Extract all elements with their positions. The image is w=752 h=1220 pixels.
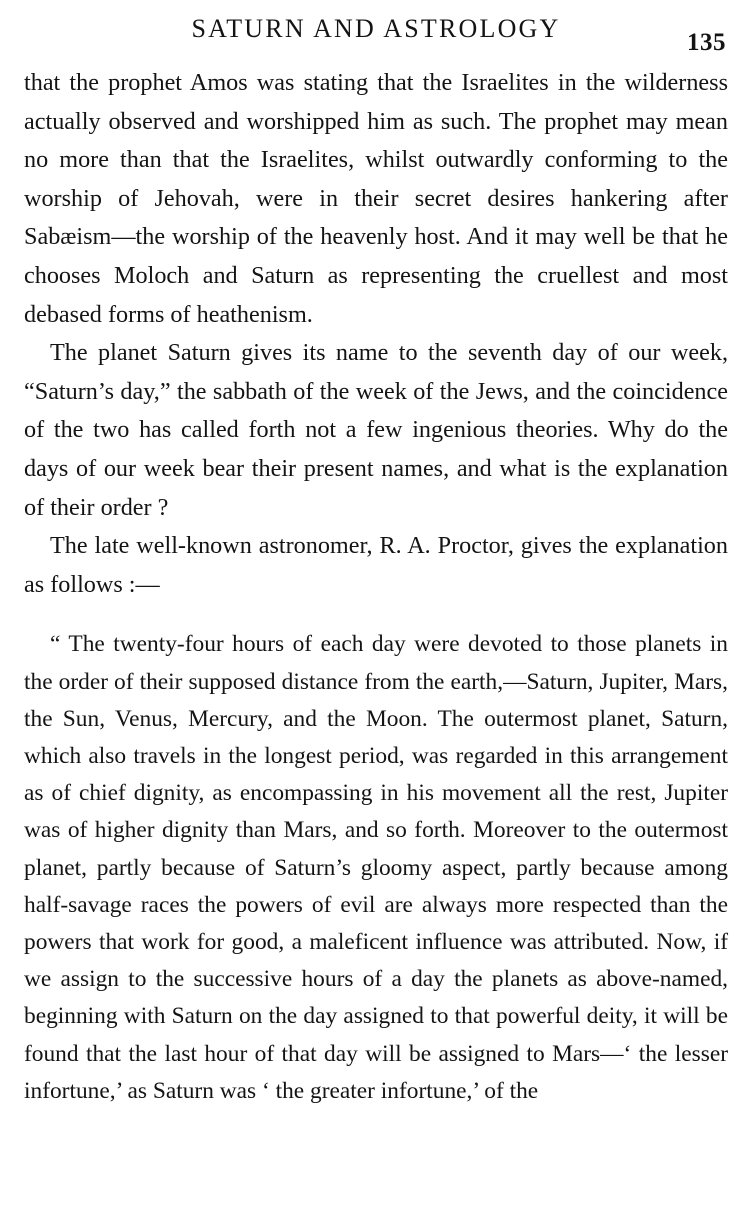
page-number: 135 <box>687 29 726 56</box>
page-header <box>24 14 728 58</box>
paragraph: The late well-known astronomer, R. A. Proctor, gives the explanation as follows :— <box>24 532 728 598</box>
running-title: SATURN AND ASTROLOGY <box>191 14 561 43</box>
blockquote <box>24 626 728 1110</box>
paragraph: The planet Saturn gives its name to the seventh day of our week, “Saturn’s day,” the sabbath of the week of the Jews, and the coincidence of the two has called forth not a few ingenious theories. Why do the days of our week bear their present names, and what is the explanation of their order ? <box>24 339 728 521</box>
quotation-paragraph: “ The twenty-four hours of each day were devoted to those planets in the order of their supposed distance from the earth,—Saturn, Jupiter, Mars, the Sun, Venus, Mercury, and the Moon. The outermost planet, Saturn, which also travels in the longest period, was regarded in this arrangement as of chief dignity, as encompassing in his movement all the rest, Jupiter was of higher dignity than Mars, and so forth. Moreover to the outermost planet, partly because of Saturn’s gloomy aspect, partly because among half-savage races the powers of evil are always more respected than the powers that work for good, a maleficent influence was attributed. Now, if we assign to the successive hours of a day the planets as above-named, beginning with Saturn on the day assigned to that powerful deity, it will be found that the last hour of that day will be assigned to Mars—‘ the lesser infortune,’ as Saturn was ‘ the greater infortune,’ of the <box>24 631 728 1104</box>
paragraph: that the prophet Amos was stating that the Israelites in the wilderness actually observed and worshipped him as such. The prophet may mean no more than that the Israelites, whilst outwardly conforming to the worship of Jehovah, were in their secret desires hankering after Sabæism—the worship of the heavenly host. And it may well be that he chooses Moloch and Saturn as representing the cruellest and most debased forms of heathenism. <box>24 69 728 328</box>
body-text <box>24 64 728 604</box>
